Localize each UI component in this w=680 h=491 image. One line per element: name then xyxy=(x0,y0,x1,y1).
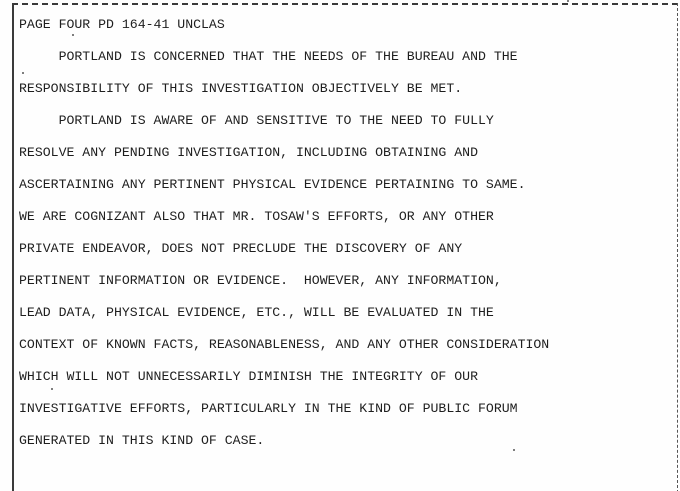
page-right-border xyxy=(677,3,678,491)
text-line: WE ARE COGNIZANT ALSO THAT MR. TOSAW'S EFFORTS, OR ANY OTHER xyxy=(19,209,494,224)
text-line: WHICH WILL NOT UNNECESSARILY DIMINISH THE INTEGRITY OF OUR xyxy=(19,369,478,384)
text-line: PORTLAND IS AWARE OF AND SENSITIVE TO THE NEED TO FULLY xyxy=(19,113,494,128)
text-line: GENERATED IN THIS KIND OF CASE. xyxy=(19,433,265,448)
scan-speck xyxy=(567,0,569,2)
text-line: PERTINENT INFORMATION OR EVIDENCE. HOWEVER, ANY INFORMATION, xyxy=(19,273,502,288)
text-line: PORTLAND IS CONCERNED THAT THE NEEDS OF THE BUREAU AND THE xyxy=(19,49,518,64)
document-body xyxy=(19,14,674,462)
page-left-border xyxy=(12,3,14,491)
text-line: RESPONSIBILITY OF THIS INVESTIGATION OBJECTIVELY BE MET. xyxy=(19,81,463,96)
page-header: PAGE FOUR PD 164-41 UNCLAS xyxy=(19,17,225,32)
text-line: ASCERTAINING ANY PERTINENT PHYSICAL EVIDENCE PERTAINING TO SAME. xyxy=(19,177,526,192)
page-top-border xyxy=(12,3,678,5)
text-line: RESOLVE ANY PENDING INVESTIGATION, INCLUDING OBTAINING AND xyxy=(19,145,478,160)
text-line: CONTEXT OF KNOWN FACTS, REASONABLENESS, AND ANY OTHER CONSIDERATION xyxy=(19,337,550,352)
text-line: PRIVATE ENDEAVOR, DOES NOT PRECLUDE THE DISCOVERY OF ANY xyxy=(19,241,463,256)
text-line: INVESTIGATIVE EFFORTS, PARTICULARLY IN THE KIND OF PUBLIC FORUM xyxy=(19,401,518,416)
text-line: LEAD DATA, PHYSICAL EVIDENCE, ETC., WILL BE EVALUATED IN THE xyxy=(19,305,494,320)
